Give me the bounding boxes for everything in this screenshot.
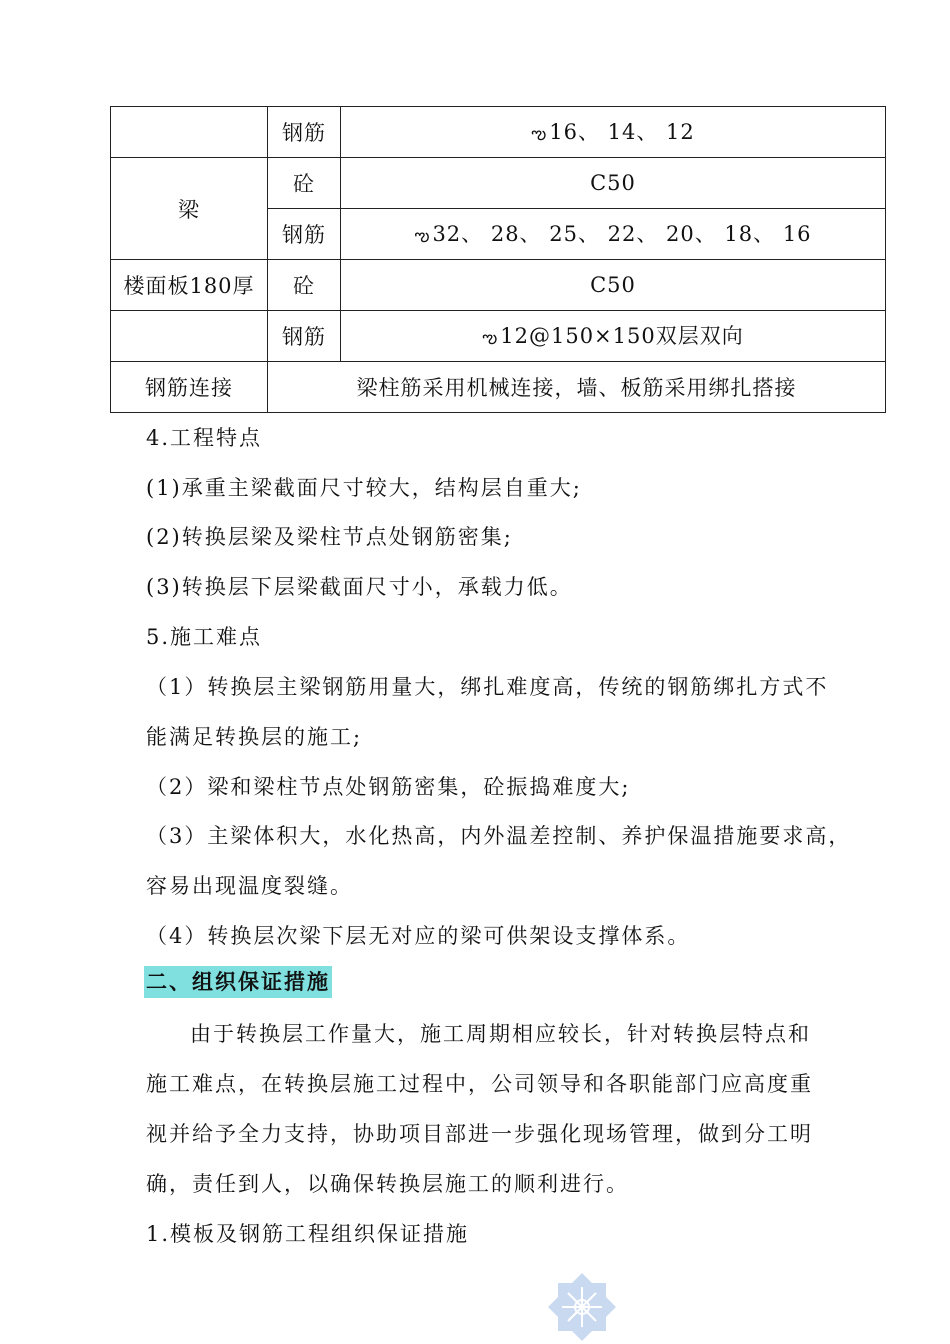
table-row	[111, 362, 886, 413]
section-heading: 二、组织保证措施	[144, 966, 332, 998]
paragraph: （4）转换层次梁下层无对应的梁可供架设支撑体系。	[146, 924, 691, 948]
table-cell: 砼	[268, 158, 341, 209]
paragraph: 确，责任到人，以确保转换层施工的顺利进行。	[146, 1172, 629, 1196]
table-cell	[341, 311, 886, 362]
watermark-snowflake-icon	[545, 1270, 619, 1344]
table-row	[111, 311, 886, 362]
paragraph: （2）梁和梁柱节点处钢筋密集，砼振捣难度大;	[146, 775, 631, 799]
table-cell: 砼	[268, 260, 341, 311]
paragraph: （1）转换层主梁钢筋用量大，绑扎难度高，传统的钢筋绑扎方式不	[146, 675, 829, 699]
paragraph: 能满足转换层的施工;	[146, 725, 363, 749]
table-cell	[341, 107, 886, 158]
table-cell: 梁柱筋采用机械连接，墙、板筋采用绑扎搭接	[268, 362, 886, 413]
table-cell: 钢筋	[268, 209, 341, 260]
table-cell: 钢筋	[268, 107, 341, 158]
table-cell: 钢筋连接	[111, 362, 268, 413]
table-cell: 梁	[111, 158, 268, 260]
rebar-symbol-icon: ఌ	[414, 226, 431, 246]
table-cell	[111, 311, 268, 362]
table-cell: 楼面板180厚	[111, 260, 268, 311]
section-title: 1.模板及钢筋工程组织保证措施	[146, 1222, 470, 1246]
paragraph: （3）主梁体积大，水化热高，内外温差控制、养护保温措施要求高，	[146, 824, 852, 848]
paragraph: (2)转换层梁及梁柱节点处钢筋密集;	[146, 525, 513, 549]
paragraph: 施工难点，在转换层施工过程中，公司领导和各职能部门应高度重	[146, 1072, 813, 1096]
paragraph: 视并给予全力支持，协助项目部进一步强化现场管理，做到分工明	[146, 1122, 813, 1146]
table-cell	[341, 209, 886, 260]
paragraph: (1)承重主梁截面尺寸较大，结构层自重大;	[146, 476, 582, 500]
rebar-symbol-icon: ఌ	[531, 124, 548, 144]
rebar-spec: 12@150×150双层双向	[500, 324, 744, 348]
table-row	[111, 260, 886, 311]
rebar-spec: 16、 14、 12	[549, 120, 695, 144]
paragraph: (3)转换层下层梁截面尺寸小，承载力低。	[146, 575, 573, 599]
rebar-spec: 32、 28、 25、 22、 20、 18、 16	[432, 222, 812, 246]
section-title: 5.施工难点	[146, 625, 263, 649]
table-cell	[111, 107, 268, 158]
table-cell: C50	[341, 158, 886, 209]
table-cell: C50	[341, 260, 886, 311]
section-title: 4.工程特点	[146, 426, 263, 450]
rebar-symbol-icon: ఌ	[482, 328, 499, 348]
table-row	[111, 158, 886, 209]
spec-table	[110, 106, 886, 413]
table-cell: 钢筋	[268, 311, 341, 362]
paragraph: 容易出现温度裂缝。	[146, 874, 353, 898]
paragraph: 由于转换层工作量大，施工周期相应较长，针对转换层特点和	[190, 1022, 811, 1046]
table-row	[111, 107, 886, 158]
